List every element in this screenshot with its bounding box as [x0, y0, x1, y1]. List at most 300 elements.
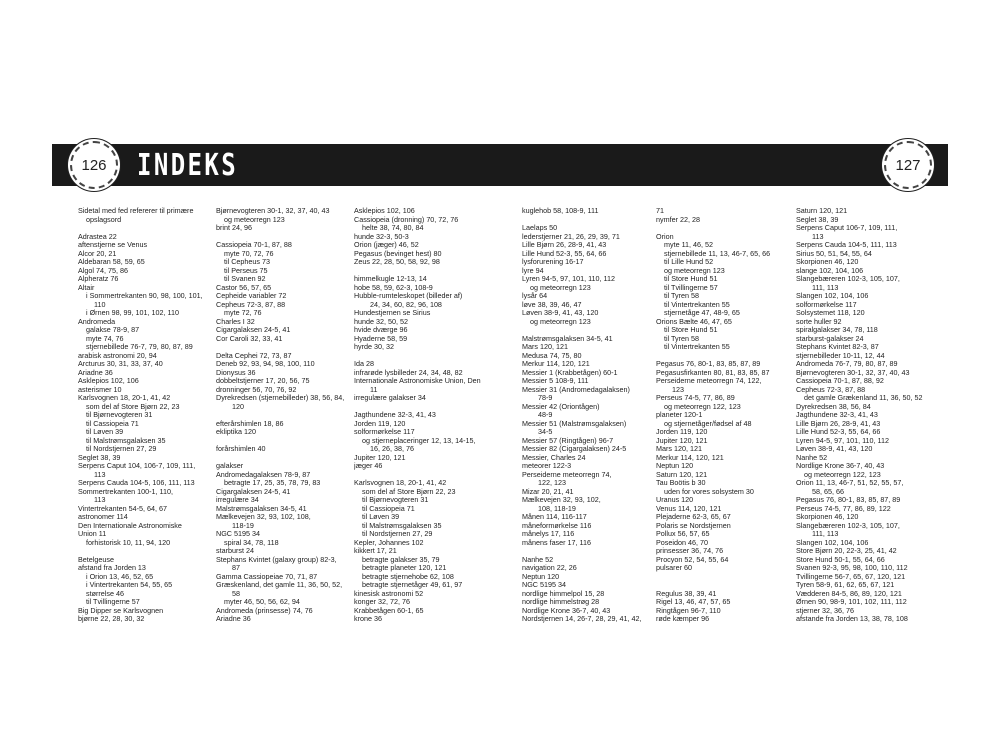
index-entry: Serpens Caput 104, 106-7, 109, 111,: [78, 462, 196, 470]
index-entry: myte 11, 46, 52: [664, 241, 714, 249]
index-entry: Hubble-rumteleskopet (billeder af): [354, 292, 463, 300]
index-entry: Merkur 114, 120, 121: [522, 360, 590, 368]
index-entry: Dyrekredsen 38, 56, 84: [796, 402, 871, 411]
index-entry: Mælkevejen 32, 93, 102, 108,: [216, 513, 311, 521]
index-entry: 113: [812, 232, 824, 241]
index-entry: Perseus 74-5, 77, 86, 89, 122: [796, 504, 891, 513]
index-entry: navigation 22, 26: [522, 564, 577, 572]
index-entry: 113: [94, 470, 106, 479]
index-entry: til Cassiopeia 71: [362, 504, 415, 513]
index-entry: Seglet 38, 39: [78, 453, 121, 462]
index-entry: Betelgeuse: [78, 555, 114, 564]
index-entry: krone 36: [354, 615, 382, 623]
index-entry: Svanen 92-3, 95, 98, 100, 110, 112: [796, 564, 908, 572]
index-entry: Store Hund 50-1, 55, 64, 66: [796, 555, 885, 564]
index-entry: betragte planeter 120, 121: [362, 564, 447, 572]
index-entry: Pollux 56, 57, 65: [656, 530, 710, 538]
index-entry: til Tvillingerne 57: [664, 283, 718, 292]
index-entry: Løven 38-9, 41, 43, 120: [522, 309, 599, 317]
index-entry: Cassiopeia 70-1, 87, 88: [216, 241, 292, 249]
index-entry: 58: [232, 589, 240, 598]
index-entry: [354, 267, 490, 276]
index-entry: Lille Hund 52-3, 55, 64, 66: [796, 428, 881, 436]
index-entry: Slangen 102, 104, 106: [796, 538, 869, 547]
page-title: INDEKS: [137, 148, 239, 183]
index-entry: Karlsvognen 18, 20-1, 41, 42: [354, 479, 447, 487]
index-entry: til Cassiopeia 71: [86, 419, 139, 428]
index-entry: Orion 11, 13, 46-7, 51, 52, 55, 57,: [796, 479, 904, 487]
index-entry: Slangebæreren 102-3, 105, 107,: [796, 275, 900, 283]
index-entry: jæger 46: [354, 462, 383, 470]
index-column-3: [354, 207, 490, 624]
index-entry: Lyren 94-5, 97, 101, 110, 112: [522, 275, 615, 283]
index-entry: 48-9: [538, 411, 553, 419]
index-entry: Serpens Cauda 104-5, 111, 113: [796, 241, 897, 249]
index-entry: meteorer 122-3: [522, 462, 572, 470]
index-entry: Delta Cephei 72, 73, 87: [216, 351, 292, 360]
index-entry: og stjerneplaceringer 12, 13, 14-15,: [362, 436, 476, 445]
index-entry: Pegasus (bevinget hest) 80: [354, 249, 442, 258]
index-entry: Perseiderne meteorregn 74, 122,: [656, 377, 762, 385]
index-entry: [354, 352, 490, 361]
index-entry: asterismer 10: [78, 385, 122, 394]
index-column-1: [78, 207, 214, 624]
index-entry: Asklepios 102, 106: [78, 377, 139, 385]
index-entry: og meteorregn 123: [224, 215, 285, 224]
index-entry: 120: [232, 402, 244, 411]
index-entry: i Ørnen 98, 99, 101, 102, 110: [86, 309, 179, 317]
index-entry: sorte huller 92: [796, 317, 842, 326]
index-entry: Løven 38-9, 41, 43, 120: [796, 445, 873, 453]
index-entry: Saturn 120, 121: [656, 470, 708, 479]
index-entry: Messier 82 (Cigargalaksen) 24-5: [522, 445, 627, 453]
index-entry: [656, 581, 792, 590]
index-entry: Malstrømsgalaksen 34-5, 41: [522, 334, 613, 343]
index-entry: Merkur 114, 120, 121: [656, 453, 724, 462]
page-number-left: 126: [81, 156, 107, 174]
index-entry: Asklepios 102, 106: [354, 207, 415, 215]
index-entry: Perseus 74-5, 77, 86, 89: [656, 394, 735, 402]
index-entry: Lyren 94-5, 97, 101, 110, 112: [796, 436, 889, 445]
index-entry: til Nordstjernen 27, 29: [86, 445, 157, 453]
index-entry: Union 11: [78, 530, 107, 538]
index-entry: Tyren 58-9, 61, 62, 65, 67, 121: [796, 581, 895, 589]
index-entry: prinsesser 36, 74, 76: [656, 547, 724, 555]
index-entry: Slangen 102, 104, 106: [796, 292, 869, 300]
index-entry: Ida 28: [354, 360, 374, 368]
index-entry: lysforurening 16-17: [522, 258, 584, 266]
index-entry: Procyon 52, 54, 55, 64: [656, 555, 729, 564]
index-entry: [522, 547, 658, 556]
index-entry: Andromeda: [78, 317, 116, 326]
index-entry: Lille Bjørn 26, 28-9, 41, 43: [796, 419, 881, 428]
index-entry: [522, 216, 658, 225]
index-entry: Internationale Astronomiske Union, Den: [354, 377, 481, 385]
index-entry: stjernebillede 11, 13, 46-7, 65, 66: [664, 249, 771, 258]
index-entry: Gamma Cassiopeiae 70, 71, 87: [216, 572, 318, 581]
index-entry: Adrastea 22: [78, 232, 117, 241]
index-entry: Mizar 20, 21, 41: [522, 487, 574, 496]
index-entry: opslagsord: [86, 215, 122, 224]
index-entry: og meteorregn 123: [664, 266, 725, 275]
index-entry: til Svanen 92: [224, 275, 266, 283]
index-entry: stjerner 32, 36, 76: [796, 606, 854, 615]
index-entry: Serpens Cauda 104-5, 106, 111, 113: [78, 479, 195, 487]
index-entry: Charles I 32: [216, 317, 255, 326]
index-entry: 16, 26, 38, 76: [370, 445, 414, 453]
index-entry: Andromeda 76-7, 79, 80, 87, 89: [796, 360, 898, 368]
index-entry: infrarøde lysbilleder 24, 34, 48, 82: [354, 368, 463, 377]
index-entry: forhistorisk 10, 11, 94, 120: [86, 538, 171, 547]
index-entry: Mars 120, 121: [656, 445, 702, 453]
index-entry: Jupiter 120, 121: [656, 436, 708, 445]
index-entry: Cigargalaksen 24-5, 41: [216, 326, 291, 334]
index-entry: Cepheus 72-3, 87, 88: [796, 385, 866, 394]
index-column-6: [796, 207, 932, 624]
index-entry: Nanhe 52: [796, 453, 828, 462]
index-column-5: [656, 207, 792, 624]
index-entry: Messier 51 (Malstrømsgalaksen): [522, 419, 627, 428]
index-entry: spiral 34, 78, 118: [224, 538, 279, 547]
index-entry: Jagthundene 32-3, 41, 43: [796, 411, 878, 419]
index-entry: Lille Hund 52-3, 55, 64, 66: [522, 249, 607, 258]
index-entry: solformørkelse 117: [796, 300, 857, 309]
index-entry: Solsystemet 118, 120: [796, 309, 865, 317]
index-entry: Bjørnevogteren 30-1, 32, 37, 40, 43: [216, 207, 330, 215]
index-entry: helte 38, 74, 80, 84: [362, 224, 424, 232]
index-entry: Store Bjørn 20, 22-3, 25, 41, 42: [796, 547, 897, 555]
index-entry: Plejaderne 62-3, 65, 67: [656, 513, 731, 521]
index-entry: månens faser 17, 116: [522, 538, 591, 547]
index-entry: og meteorregn 123: [530, 317, 591, 326]
index-entry: Cassiopeia 70-1, 87, 88, 92: [796, 377, 884, 385]
index-entry: planeter 120-1: [656, 411, 703, 419]
index-entry: pulsarer 60: [656, 564, 692, 572]
index-entry: astronomer 114: [78, 513, 128, 521]
index-entry: lyre 94: [522, 266, 544, 275]
index-entry: Messier 5 108-9, 111: [522, 377, 589, 385]
index-entry: og meteorregn 122, 123: [664, 402, 741, 411]
index-entry: stjernebillede 76-7, 79, 80, 87, 89: [86, 343, 193, 351]
index-entry: Jorden 119, 120: [656, 428, 708, 436]
index-entry: Jupiter 120, 121: [354, 453, 406, 462]
index-entry: Neptun 120: [522, 572, 560, 581]
index-entry: [78, 224, 214, 233]
index-entry: Nordlige Krone 36-7, 40, 43: [796, 462, 885, 470]
index-entry: Cepheus 72-3, 87, 88: [216, 300, 286, 309]
index-entry: 11: [370, 385, 378, 394]
index-entry: starburst-galakser 24: [796, 334, 864, 343]
index-entry: som del af Store Bjørn 22, 23: [362, 487, 456, 496]
index-entry: Saturn 120, 121: [796, 207, 848, 215]
index-entry: Messier 1 (Krabbetågen) 60-1: [522, 368, 618, 377]
index-entry: Nordlige Krone 36-7, 40, 43: [522, 606, 611, 615]
index-entry: Mars 120, 121: [522, 343, 568, 351]
index-entry: Stephans Kvintet 82-3, 87: [796, 343, 879, 351]
index-entry: Messier 57 (Ringtågen) 96-7: [522, 436, 614, 445]
index-entry: Poseidon 46, 70: [656, 538, 708, 547]
index-entry: Skorpionen 46, 120: [796, 513, 859, 521]
index-entry: NGC 5195 34: [216, 530, 260, 538]
index-entry: nordlige himmelstrøg 28: [522, 598, 600, 606]
index-entry: og stjernetåger/fødsel af 48: [664, 419, 752, 428]
index-entry: irregulære 34: [216, 496, 259, 504]
index-entry: [216, 454, 352, 463]
index-entry: månelys 17, 116: [522, 530, 575, 538]
index-entry: 58, 65, 66: [812, 487, 844, 496]
index-entry: irregulære galakser 34: [354, 394, 426, 402]
index-entry: til Cepheus 73: [224, 258, 270, 266]
index-entry: Alcor 20, 21: [78, 249, 117, 258]
index-entry: uden for vores solsystem 30: [664, 487, 754, 496]
index-entry: til Løven 39: [86, 428, 124, 436]
index-entry: afstand fra Jorden 13: [78, 564, 146, 572]
index-entry: Sidetal med fed refererer til primære: [78, 207, 194, 215]
index-entry: til Løven 39: [362, 513, 400, 521]
index-entry: hunde 32-3, 50-3: [354, 232, 409, 241]
index-entry: størrelse 46: [86, 589, 124, 598]
index-entry: Arcturus 30, 31, 33, 37, 40: [78, 360, 163, 368]
index-entry: Alpheratz 76: [78, 275, 119, 283]
index-entry: nymfer 22, 28: [656, 215, 700, 224]
index-entry: [354, 403, 490, 412]
index-entry: til Store Hund 51: [664, 275, 718, 283]
index-entry: til Lille Hund 52: [664, 258, 714, 266]
index-entry: løve 38, 39, 46, 47: [522, 300, 582, 309]
index-entry: dronninger 56, 70, 76, 92: [216, 385, 297, 394]
index-entry: Orions Bælte 46, 47, 65: [656, 317, 732, 326]
index-entry: 122, 123: [538, 479, 566, 487]
index-entry: i Orion 13, 46, 52, 65: [86, 572, 154, 581]
index-entry: betragte galakser 35, 79: [362, 555, 440, 564]
index-entry: Ariadne 36: [78, 368, 113, 377]
index-entry: Den Internationale Astronomiske: [78, 521, 182, 530]
index-entry: bjørne 22, 28, 30, 32: [78, 615, 145, 623]
index-entry: [216, 233, 352, 242]
index-entry: Deneb 92, 93, 94, 98, 100, 110: [216, 360, 315, 368]
index-entry: lysår 64: [522, 292, 548, 300]
index-entry: [216, 343, 352, 352]
index-entry: myte 70, 72, 76: [224, 249, 274, 258]
index-entry: Orion: [656, 232, 674, 241]
index-entry: Sirius 50, 51, 54, 55, 64: [796, 249, 872, 258]
index-entry: Dionysus 36: [216, 368, 256, 377]
index-entry: hunde 32, 50, 52: [354, 317, 408, 326]
index-entry: kinesisk astronomi 52: [354, 589, 424, 598]
index-entry: NGC 5195 34: [522, 581, 566, 589]
index-entry: Zeus 22, 28, 50, 58, 92, 98: [354, 258, 440, 266]
index-entry: himmelkugle 12-13, 14: [354, 275, 427, 283]
index-entry: Perseiderne meteorregn 74,: [522, 470, 612, 479]
index-entry: 110: [94, 300, 106, 309]
index-entry: Malstrømsgalaksen 34-5, 41: [216, 504, 307, 513]
index-entry: som del af Store Bjørn 22, 23: [86, 402, 180, 411]
index-entry: Polaris se Nordstjernen: [656, 521, 731, 530]
index-entry: til Perseus 75: [224, 266, 268, 275]
index-entry: Bjørnevogteren 30-1, 32, 37, 40, 43: [796, 368, 910, 377]
index-entry: 71: [656, 207, 664, 215]
index-entry: Vædderen 84-5, 86, 89, 120, 121: [796, 589, 902, 598]
index-entry: 118-19: [232, 521, 254, 530]
index-entry: 24, 34, 60, 82, 96, 108: [370, 300, 442, 309]
index-entry: Medusa 74, 75, 80: [522, 351, 582, 360]
index-entry: myte 74, 76: [86, 334, 124, 343]
index-entry: spiralgalakser 34, 78, 118: [796, 326, 878, 334]
index-entry: Messier, Charles 24: [522, 453, 586, 462]
index-entry: betragte stjernehobe 62, 108: [362, 572, 454, 581]
index-entry: [522, 326, 658, 335]
index-entry: Jagthundene 32-3, 41, 43: [354, 411, 436, 419]
index-entry: [216, 437, 352, 446]
index-column-2: [216, 207, 352, 624]
index-entry: Cor Caroli 32, 33, 41: [216, 334, 283, 343]
index-entry: efterårshimlen 18, 86: [216, 419, 284, 428]
index-entry: Serpens Caput 106-7, 109, 111,: [796, 224, 898, 232]
index-entry: lederstjerner 21, 26, 29, 39, 71: [522, 232, 620, 241]
index-entry: Andromeda (prinsesse) 74, 76: [216, 606, 313, 615]
index-entry: starburst 24: [216, 547, 254, 555]
index-entry: [656, 224, 792, 233]
index-entry: betragte 17, 25, 35, 78, 79, 83: [224, 479, 321, 487]
index-entry: Græskenland, det gamle 11, 36, 50, 52,: [216, 581, 343, 589]
index-entry: brint 24, 96: [216, 224, 252, 232]
index-entry: til Bjørnevogteren 31: [86, 411, 153, 419]
index-entry: Messier 31 (Andromedagalaksen): [522, 385, 630, 394]
index-entry: Orion (jæger) 46, 52: [354, 241, 419, 249]
index-entry: dobbeltstjerner 17, 20, 56, 75: [216, 377, 310, 385]
index-entry: Seglet 38, 39: [796, 215, 839, 224]
page-number-left-badge: [70, 141, 118, 189]
index-entry: nordlige himmelpol 15, 28: [522, 589, 605, 598]
index-entry: afstande fra Jorden 13, 38, 78, 108: [796, 615, 908, 623]
index-entry: Krabbetågen 60-1, 65: [354, 606, 424, 615]
index-entry: Nanhe 52: [522, 555, 554, 564]
index-entry: til Store Hund 51: [664, 326, 718, 334]
index-entry: Lille Bjørn 26, 28-9, 41, 43: [522, 241, 607, 249]
index-column-4: [522, 207, 658, 624]
index-entry: 113: [94, 496, 106, 504]
index-entry: røde kæmper 96: [656, 615, 710, 623]
index-entry: Vintertrekanten 54-5, 64, 67: [78, 504, 167, 513]
index-entry: til Vintertrekanten 55: [664, 343, 730, 351]
index-entry: slange 102, 104, 106: [796, 266, 864, 275]
index-entry: til Vintertrekanten 55: [664, 300, 730, 309]
index-entry: Neptun 120: [656, 462, 694, 470]
index-entry: Castor 56, 57, 65: [216, 283, 272, 292]
index-entry: til Malstrømsgalaksen 35: [86, 436, 166, 445]
index-entry: aftenstjerne se Venus: [78, 241, 148, 249]
index-entry: og meteorregn 122, 123: [804, 470, 881, 479]
page-number-right-badge: [884, 141, 932, 189]
index-entry: Pegasus 76, 80-1, 83, 85, 87, 89: [656, 360, 761, 368]
index-entry: ekliptika 120: [216, 428, 256, 436]
index-entry: Regulus 38, 39, 41: [656, 589, 717, 598]
index-entry: Karlsvognen 18, 20-1, 41, 42: [78, 394, 171, 402]
index-entry: Algol 74, 75, 86: [78, 266, 128, 275]
index-entry: Altair: [78, 283, 95, 292]
index-entry: Cepheide variabler 72: [216, 292, 287, 300]
index-entry: Hyaderne 58, 59: [354, 334, 408, 343]
index-entry: 87: [232, 564, 240, 572]
index-entry: myte 72, 76: [224, 309, 262, 317]
index-entry: Cassiopeia (dronning) 70, 72, 76: [354, 215, 459, 224]
index-entry: [656, 573, 792, 582]
index-entry: Laelaps 50: [522, 224, 558, 232]
index-entry: Andromedagalaksen 78-9, 87: [216, 470, 311, 479]
index-entry: til Bjørnevogteren 31: [362, 496, 429, 504]
index-entry: arabisk astronomi 20, 94: [78, 351, 157, 360]
index-entry: Ringtågen 96-7, 110: [656, 606, 721, 615]
index-entry: 123: [672, 385, 684, 394]
index-entry: Messier 42 (Oriontågen): [522, 402, 600, 411]
index-entry: Cigargalaksen 24-5, 41: [216, 487, 291, 496]
index-entry: Uranus 120: [656, 496, 694, 504]
index-entry: hobe 58, 59, 62-3, 108-9: [354, 283, 433, 292]
index-entry: til Malstrømsgalaksen 35: [362, 521, 442, 530]
index-entry: 108, 118-19: [538, 504, 576, 513]
index-entry: Sommertrekanten 100-1, 110,: [78, 487, 173, 496]
index-entry: måneformørkelse 116: [522, 521, 592, 530]
index-entry: Kepler, Johannes 102: [354, 538, 424, 547]
index-entry: i Sommertrekanten 90, 98, 100, 101,: [86, 292, 203, 300]
index-entry: myter 46, 50, 56, 62, 94: [224, 598, 300, 606]
index-entry: til Nordstjernen 27, 29: [362, 530, 433, 538]
index-entry: kuglehob 58, 108-9, 111: [522, 207, 599, 215]
index-entry: 78-9: [538, 394, 553, 402]
index-entry: forårshimlen 40: [216, 445, 266, 453]
index-entry: Tau Boötis b 30: [656, 479, 706, 487]
index-entry: Slangebæreren 102-3, 105, 107,: [796, 521, 900, 530]
index-entry: hvide dværge 96: [354, 326, 408, 334]
index-entry: Pegasus 76, 80-1, 83, 85, 87, 89: [796, 496, 901, 504]
index-entry: til Tyren 58: [664, 334, 700, 343]
index-entry: galakse 78-9, 87: [86, 326, 140, 334]
index-entry: til Tvillingerne 57: [86, 598, 140, 606]
index-entry: [656, 352, 792, 361]
index-entry: Rigel 13, 46, 47, 57, 65: [656, 598, 731, 606]
index-entry: Aldebaran 58, 59, 65: [78, 258, 145, 266]
index-entry: [216, 411, 352, 420]
index-entry: Dyrekredsen (stjernebilleder) 38, 56, 84,: [216, 394, 345, 402]
index-entry: Hundestjernen se Sirius: [354, 309, 431, 317]
index-entry: 111, 113: [812, 283, 839, 292]
index-entry: Ørnen 90, 98-9, 101, 102, 111, 112: [796, 598, 907, 606]
index-entry: Venus 114, 120, 121: [656, 504, 722, 513]
index-entry: [78, 547, 214, 556]
index-entry: Stephans Kvintet (galaxy group) 82-3,: [216, 555, 337, 564]
index-entry: Pegasusfirkanten 80, 81, 83, 85, 87: [656, 368, 770, 377]
index-entry: Skorpionen 46, 120: [796, 258, 859, 266]
index-entry: konger 32, 72, 76: [354, 598, 410, 606]
index-entry: hyrde 30, 32: [354, 343, 394, 351]
index-entry: kikkert 17, 21: [354, 547, 397, 555]
index-entry: solformørkelse 117: [354, 428, 415, 436]
index-entry: galakser: [216, 462, 244, 470]
index-entry: i Vintertrekanten 54, 55, 65: [86, 581, 173, 589]
index-entry: til Tyren 58: [664, 292, 700, 300]
index-entry: og meteorregn 123: [530, 283, 591, 292]
index-entry: Månen 114, 116-117: [522, 513, 587, 521]
index-entry: Tvillingerne 56-7, 65, 67, 120, 121: [796, 572, 906, 581]
index-entry: 111, 113: [812, 530, 839, 538]
page-number-right: 127: [895, 156, 921, 174]
index-entry: stjernetåge 47, 48-9, 65: [664, 309, 740, 317]
index-entry: Mælkevejen 32, 93, 102,: [522, 496, 601, 504]
index-entry: 34-5: [538, 428, 553, 436]
index-entry: betragte stjernetåger 49, 61, 97: [362, 581, 463, 589]
index-entry: Nordstjernen 14, 26-7, 28, 29, 41, 42,: [522, 615, 642, 623]
index-entry: stjernebilleder 10-11, 12, 44: [796, 351, 885, 360]
